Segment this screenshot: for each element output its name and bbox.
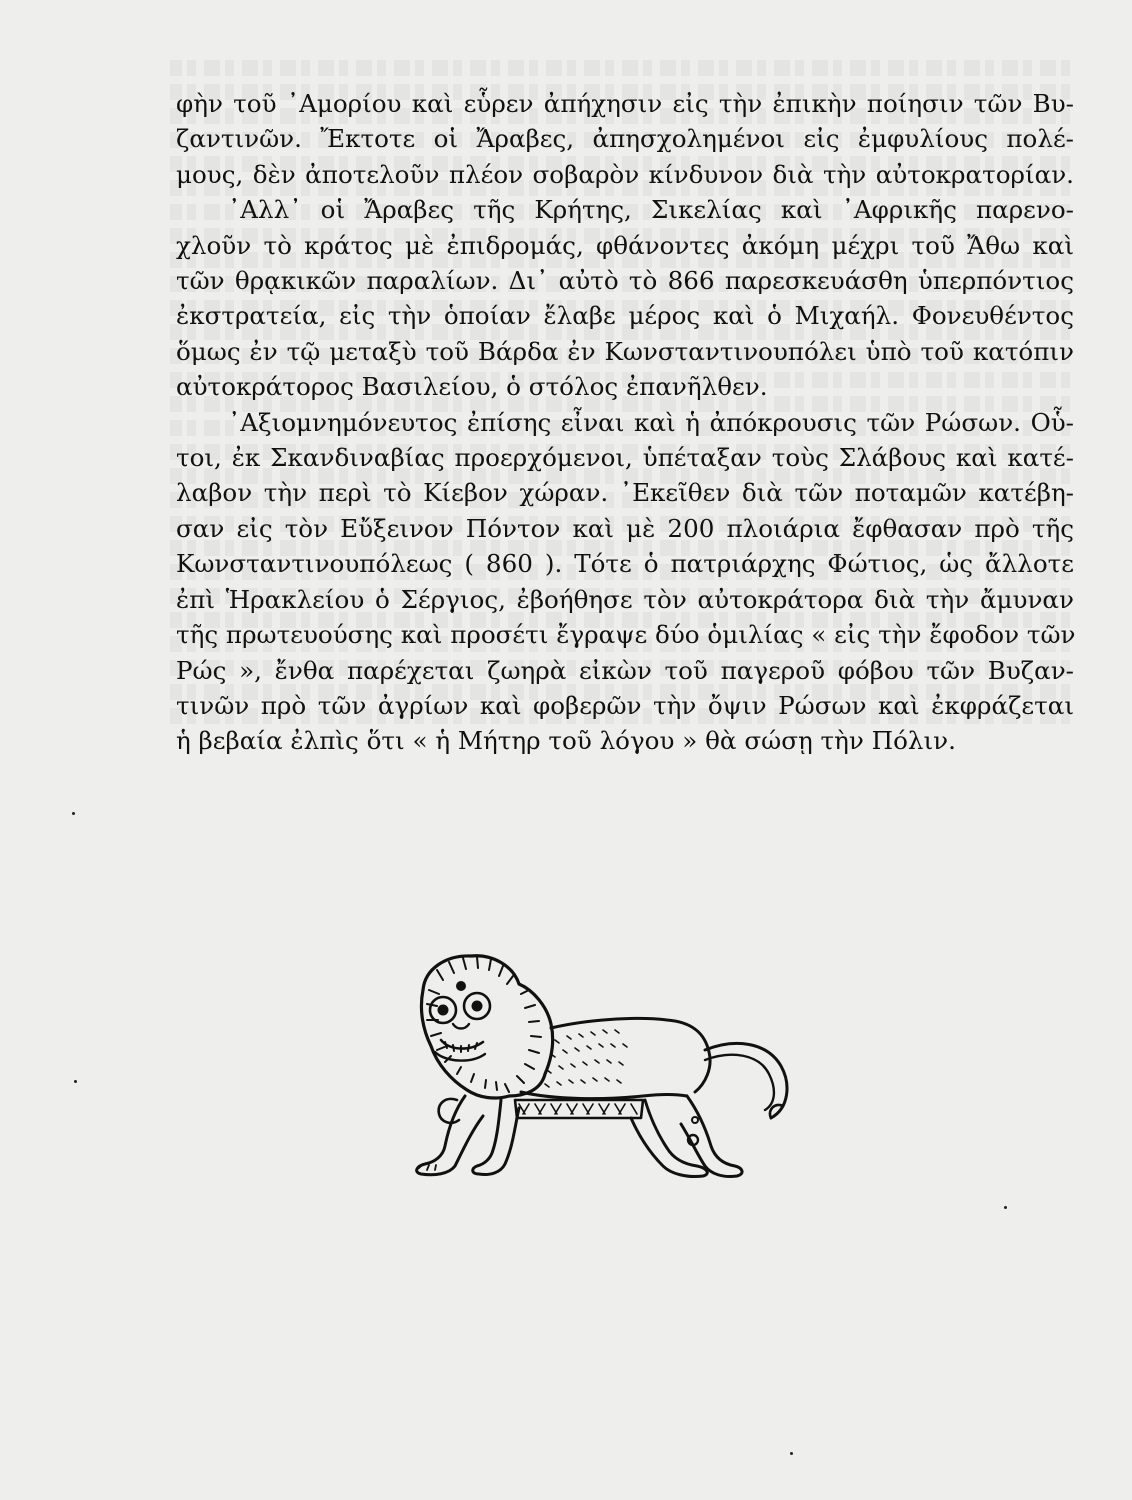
paragraph-3 <box>176 405 1074 759</box>
paragraph-2 <box>176 192 1074 404</box>
text-line: Κωνσταντινουπόλεως ( 860 ). Τότε ὁ πατριάρχης Φώτιος, ὡς ἄλλοτε <box>176 549 1074 579</box>
text-line: ᾿Αλλ᾿ οἱ Ἄραβες τῆς Κρήτης, Σικελίας καὶ ᾿Αφρικῆς παρενο- <box>228 195 1074 225</box>
text-line: λαβον τὴν περὶ τὸ Κίεβον χώραν. ᾿Εκεῖθεν διὰ τῶν ποταμῶν κατέβη- <box>176 478 1074 508</box>
text-line: φὴν τοῦ ᾿Αμορίου καὶ εὗρεν ἀπήχησιν εἰς τὴν ἐπικὴν ποίησιν τῶν Βυ- <box>176 89 1074 118</box>
text-line: ᾿Αξιομνημόνευτος ἐπίσης εἶναι καὶ ἡ ἀπόκρουσις τῶν Ρώσων. Οὗ- <box>228 407 1074 437</box>
text-line: ἡ βεβαία ἐλπὶς ὅτι « ἡ Μήτηρ τοῦ λόγου » θὰ σώσῃ τὴν Πόλιν. <box>176 726 956 756</box>
text-line: χλοῦν τὸ κράτος μὲ ἐπιδρομάς, φθάνοντες ἀκόμη μέχρι τοῦ Ἄθω καὶ <box>176 230 1074 260</box>
text-line: τοι, ἐκ Σκανδιναβίας προερχόμενοι, ὑπέταξαν τοὺς Σλάβους καὶ κατέ- <box>176 443 1074 473</box>
lion-illustration <box>405 950 825 1185</box>
text-line: τῶν θρᾳκικῶν παραλίων. Δι᾿ αὐτὸ τὸ 866 παρεσκευάσθη ὑπερπόντιος <box>176 266 1074 296</box>
text-line: μους, δὲν ἀποτελοῦν πλέον σοβαρὸν κίνδυνον διὰ τὴν αὐτοκρατορίαν. <box>176 159 1074 189</box>
text-line: Ρώς », ἔνθα παρέχεται ζωηρὰ εἰκὼν τοῦ παγεροῦ φόβου τῶν Βυζαν- <box>176 655 1074 685</box>
text-line: ὅμως ἐν τῷ μεταξὺ τοῦ Βάρδα ἐν Κωνσταντινουπόλει ὑπὸ τοῦ κατόπιν <box>176 336 1074 366</box>
text-line: ἐπὶ Ἡρακλείου ὁ Σέργιος, ἐβοήθησε τὸν αὐτοκράτορα διὰ τὴν ἄμυναν <box>176 584 1074 614</box>
body-text <box>176 86 1074 759</box>
text-line: ζαντινῶν. Ἔκτοτε οἱ Ἄραβες, ἀπησχολημένοι εἰς ἐμφυλίους πολέ- <box>176 124 1074 154</box>
text-line: αὐτοκράτορος Βασιλείου, ὁ στόλος ἐπανῆλθεν. <box>176 372 768 402</box>
paragraph-1 <box>176 86 1074 192</box>
speck <box>72 812 75 815</box>
speck <box>1004 1206 1007 1209</box>
speck <box>74 1080 77 1083</box>
text-line: σαν εἰς τὸν Εὔξεινον Πόντον καὶ μὲ 200 πλοιάρια ἔφθασαν πρὸ τῆς <box>176 513 1074 543</box>
text-line: τῆς πρωτευούσης καὶ προσέτι ἔγραψε δύο ὁμιλίας « εἰς τὴν ἔφοδον τῶν <box>176 620 1076 650</box>
text-line: ἐκστρατεία, εἰς τὴν ὁποίαν ἔλαβε μέρος καὶ ὁ Μιχαήλ. Φονευθέντος <box>176 301 1074 331</box>
speck <box>790 1452 793 1455</box>
text-line: τινῶν πρὸ τῶν ἀγρίων καὶ φοβερῶν τὴν ὄψιν Ρώσων καὶ ἐκφράζεται <box>176 690 1074 720</box>
